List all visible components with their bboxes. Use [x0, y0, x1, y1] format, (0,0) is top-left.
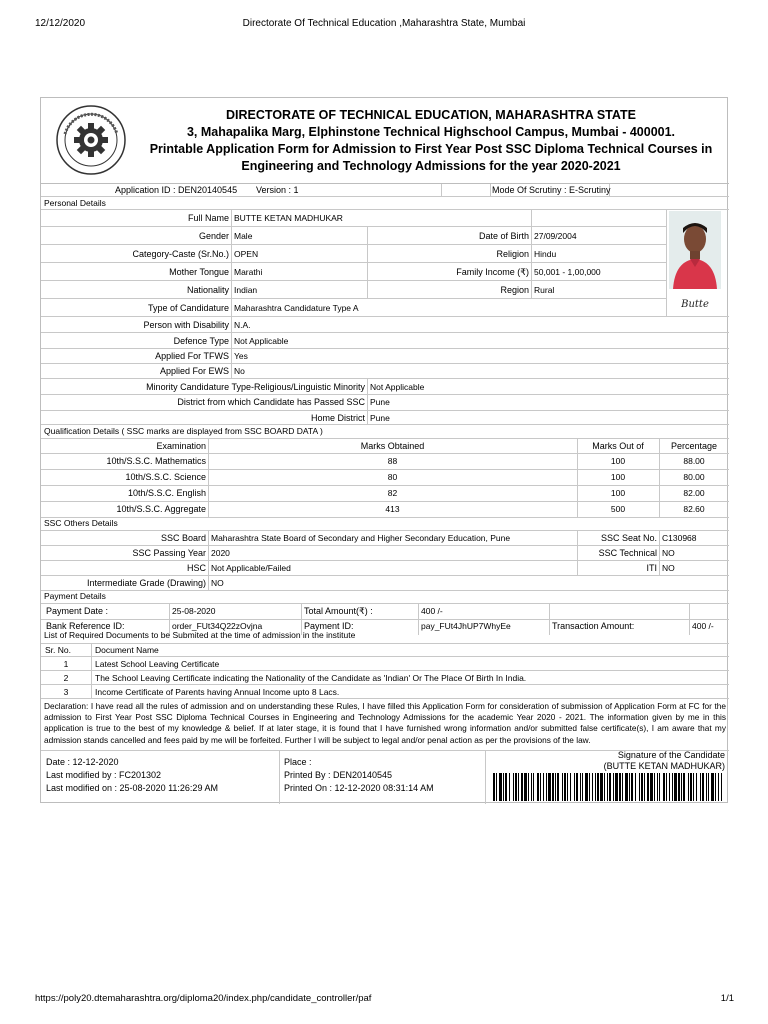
divider: [549, 603, 550, 635]
divider: [490, 184, 491, 196]
list-item: The School Leaving Certificate indicating the Nationality of the Candidate as 'Indian' Or The Place Of Birth In India.: [95, 673, 527, 683]
barcode-bar: [521, 773, 523, 801]
ews-value: No: [234, 366, 245, 376]
last-modified-by: Last modified by : FC201302: [46, 770, 162, 780]
bank-ref-label: Bank Reference ID:: [46, 621, 125, 631]
mother-tongue-value: Marathi: [234, 267, 263, 277]
list-item: Income Certificate of Parents having Annual Income upto 8 Lacs.: [95, 687, 340, 697]
divider: [279, 750, 280, 804]
religion-value: Hindu: [534, 249, 557, 259]
full-name-value: BUTTE KETAN MADHUKAR: [234, 213, 343, 223]
pwd-label: Person with Disability: [143, 320, 229, 330]
gender-value: Male: [234, 231, 253, 241]
declaration-text: Declaration: I have read all the rules of admission and on understanding these Rules, I have filled this Application Form for consideration of submission of Application Form at FC for the admission to First Year Post SSC Diploma Technical Courses in Engineering and Technology Admissions for the academic Year 2020 - 2021. The information given by me in this application is true to the best of my knowledge & belief. If at later stage, it is found that I have furnished wrong information and/or submitted false certificate(s), I am aware that my admission stands cancelled and fees paid by me will be forfeited. Further I will be subject to legal and/or penal action as per the provisions of the law.: [44, 701, 726, 745]
table-cell: 100: [610, 472, 626, 482]
divider: [41, 530, 729, 531]
print-header: [0, 0, 768, 40]
barcode-bar: [503, 773, 504, 801]
barcode-bar: [647, 773, 649, 801]
divider: [41, 485, 729, 486]
table-cell: 82.60: [683, 504, 705, 514]
qual-header-percentage: Percentage: [670, 441, 718, 451]
barcode-bar: [518, 773, 519, 801]
barcode-bar: [496, 773, 497, 801]
barcode-bar: [513, 773, 514, 801]
barcode-bar: [585, 773, 588, 801]
minority-label: Minority Candidature Type-Religious/Linguistic Minority: [146, 382, 365, 392]
religion-label: Religion: [496, 249, 529, 259]
defence-value: Not Applicable: [234, 336, 289, 346]
barcode-bar: [706, 773, 707, 801]
payment-id-value: pay_FUt4JhUP7WhyEe: [421, 621, 511, 631]
list-item: Latest School Leaving Certificate: [95, 659, 220, 669]
hsc-value: Not Applicable/Failed: [211, 563, 291, 573]
barcode-bar: [600, 773, 603, 801]
table-cell: 413: [385, 504, 400, 514]
divider: [41, 226, 666, 227]
form-title: [141, 107, 721, 175]
dob-value: 27/09/2004: [534, 231, 577, 241]
divider: [41, 378, 729, 379]
candidature-value: Maharashtra Candidature Type A: [234, 303, 359, 313]
divider: [41, 684, 729, 685]
barcode-bar: [693, 773, 694, 801]
divider: [41, 424, 729, 425]
ssc-district-label: District from which Candidate has Passed SSC: [177, 397, 365, 407]
section-qualification: Qualification Details ( SSC marks are displayed from SSC BOARD DATA ): [44, 426, 323, 436]
barcode-bar: [499, 773, 502, 801]
iti-label: ITI: [646, 563, 657, 573]
barcode-bar: [659, 773, 660, 801]
qual-header-out-of: Marks Out of: [592, 441, 644, 451]
table-row: 10th/S.S.C. Science: [125, 472, 206, 482]
divider: [41, 643, 729, 644]
barcode-bar: [721, 773, 722, 801]
divider: [231, 348, 232, 378]
barcode-bar: [548, 773, 551, 801]
ssc-technical-value: NO: [662, 548, 675, 558]
ssc-technical-label: SSC Technical: [598, 548, 657, 558]
barcode-bar: [715, 773, 716, 801]
tfws-label: Applied For TFWS: [155, 351, 229, 361]
barcode-bar: [505, 773, 507, 801]
region-value: Rural: [534, 285, 555, 295]
divider: [41, 209, 729, 210]
barcode-bar: [567, 773, 568, 801]
barcode-bar: [650, 773, 653, 801]
qual-header-examination: Examination: [156, 441, 206, 451]
list-item-number: 1: [63, 659, 69, 669]
family-income-label: Family Income (₹): [456, 267, 529, 277]
barcode-bar: [641, 773, 643, 801]
table-cell: 88.00: [683, 456, 705, 466]
barcode-bar: [613, 773, 614, 801]
ssc-passing-year-value: 2020: [211, 548, 230, 558]
mode-of-scrutiny: Mode Of Scrutiny : E-Scrutiny: [492, 185, 611, 195]
footer-date: Date : 12-12-2020: [46, 757, 119, 767]
barcode-bar: [570, 773, 571, 801]
barcode-bar: [678, 773, 680, 801]
divider: [666, 209, 667, 316]
barcode-bar: [674, 773, 677, 801]
table-cell: 88: [387, 456, 398, 466]
table-cell: 80.00: [683, 472, 705, 482]
region-label: Region: [500, 285, 529, 295]
barcode-bar: [524, 773, 527, 801]
last-modified-on: Last modified on : 25-08-2020 11:26:29 AM: [46, 783, 218, 793]
barcode-bar: [619, 773, 621, 801]
signature-label: Signature of the Candidate: [617, 750, 725, 760]
barcode-bar: [631, 773, 633, 801]
nationality-label: Nationality: [186, 285, 229, 295]
divider: [41, 410, 729, 411]
printed-by: Printed By : DEN20140545: [284, 770, 393, 780]
print-title: Directorate Of Technical Education ,Maharashtra State, Mumbai: [242, 18, 526, 29]
barcode-bar: [666, 773, 667, 801]
barcode-bar: [644, 773, 645, 801]
barcode-icon: [493, 773, 723, 801]
barcode-bar: [688, 773, 689, 801]
barcode-bar: [702, 773, 704, 801]
barcode-bar: [552, 773, 554, 801]
barcode-bar: [540, 773, 541, 801]
ssc-seat-value: C130968: [662, 533, 697, 543]
divider: [418, 603, 419, 635]
ews-label: Applied For EWS: [159, 366, 229, 376]
barcode-bar: [604, 773, 605, 801]
hsc-label: HSC: [186, 563, 206, 573]
application-form: [40, 97, 728, 803]
divider: [367, 378, 368, 424]
ssc-board-label: SSC Board: [160, 533, 206, 543]
divider: [689, 603, 690, 635]
barcode-bar: [515, 773, 517, 801]
divider: [441, 184, 442, 196]
barcode-bar: [718, 773, 719, 801]
barcode-bar: [533, 773, 534, 801]
divider: [41, 545, 729, 546]
nationality-value: Indian: [234, 285, 258, 295]
divider: [41, 262, 666, 263]
family-income-value: 50,001 - 1,00,000: [534, 267, 601, 277]
divider: [41, 394, 729, 395]
category-value: OPEN: [234, 249, 259, 259]
barcode-bar: [681, 773, 682, 801]
divider: [41, 603, 729, 604]
form-title-line4: Engineering and Technology Admissions for the year 2020-2021: [241, 159, 621, 173]
barcode-bar: [708, 773, 709, 801]
candidate-signature: Butte: [681, 299, 709, 310]
ssc-district-value: Pune: [370, 397, 390, 407]
application-id: Application ID : DEN20140545: [115, 185, 238, 195]
table-cell: 100: [610, 456, 626, 466]
barcode-bar: [683, 773, 685, 801]
drawing-grade-value: NO: [211, 578, 224, 588]
divider: [91, 643, 92, 698]
barcode-bar: [629, 773, 630, 801]
divider: [531, 209, 532, 298]
barcode-bar: [639, 773, 640, 801]
divider: [41, 196, 729, 197]
barcode-bar: [635, 773, 636, 801]
barcode-bar: [580, 773, 581, 801]
print-page-number: 1/1: [720, 993, 734, 1004]
barcode-bar: [595, 773, 596, 801]
tfws-value: Yes: [234, 351, 248, 361]
doc-header-sr: Sr. No.: [45, 645, 71, 655]
divider: [41, 517, 729, 518]
mother-tongue-label: Mother Tongue: [169, 267, 229, 277]
print-date: 12/12/2020: [35, 18, 86, 29]
payment-date-value: 25-08-2020: [172, 606, 216, 616]
candidate-photo: [669, 211, 721, 315]
candidate-name: (BUTTE KETAN MADHUKAR): [603, 761, 725, 771]
divider: [41, 575, 729, 576]
form-title-line1: DIRECTORATE OF TECHNICAL EDUCATION, MAHARASHTRA STATE: [226, 108, 636, 122]
list-item-number: 3: [63, 687, 69, 697]
divider: [41, 619, 729, 620]
ssc-passing-year-label: SSC Passing Year: [132, 548, 206, 558]
barcode-bar: [509, 773, 510, 801]
divider: [41, 363, 729, 364]
barcode-bar: [700, 773, 701, 801]
barcode-bar: [672, 773, 673, 801]
barcode-bar: [589, 773, 590, 801]
barcode-bar: [531, 773, 532, 801]
total-amount-value: 400 /-: [421, 606, 443, 616]
home-district-value: Pune: [370, 413, 390, 423]
divider: [41, 298, 666, 299]
printed-on: Printed On : 12-12-2020 08:31:14 AM: [284, 783, 434, 793]
divider: [41, 590, 729, 591]
form-title-line3: Printable Application Form for Admission to First Year Post SSC Diploma Technical Courses in: [149, 142, 713, 156]
barcode-bar: [615, 773, 618, 801]
pwd-value: N.A.: [234, 320, 251, 330]
home-district-label: Home District: [310, 413, 365, 423]
divider: [41, 670, 729, 671]
candidature-label: Type of Candidature: [147, 303, 229, 313]
barcode-bar: [582, 773, 583, 801]
barcode-bar: [592, 773, 593, 801]
barcode-bar: [657, 773, 658, 801]
divider: [41, 438, 729, 439]
divider: [41, 698, 729, 699]
form-header: [41, 98, 729, 184]
barcode-bar: [597, 773, 599, 801]
divider: [231, 209, 232, 348]
doc-header-name: Document Name: [95, 645, 159, 655]
divider: [41, 656, 729, 657]
category-label: Category-Caste (Sr.No.): [132, 249, 229, 259]
ssc-board-value: Maharashtra State Board of Secondary and Higher Secondary Education, Pune: [211, 533, 511, 543]
iti-value: NO: [662, 563, 675, 573]
table-cell: 80: [387, 472, 398, 482]
table-row: 10th/S.S.C. English: [127, 488, 206, 498]
place: Place :: [284, 757, 312, 767]
divider: [41, 280, 666, 281]
barcode-bar: [546, 773, 547, 801]
dte-emblem-icon: [55, 104, 127, 176]
barcode-bar: [537, 773, 539, 801]
table-cell: 100: [610, 488, 626, 498]
barcode-bar: [607, 773, 608, 801]
dob-label: Date of Birth: [478, 231, 529, 241]
barcode-bar: [622, 773, 623, 801]
table-cell: 82.00: [683, 488, 705, 498]
barcode-bar: [543, 773, 544, 801]
defence-label: Defence Type: [173, 336, 229, 346]
bank-ref-value: order_FUt34Q22zOvjna: [172, 621, 263, 631]
divider: [659, 530, 660, 575]
divider: [41, 332, 729, 333]
table-cell: 500: [610, 504, 626, 514]
table-cell: 82: [387, 488, 398, 498]
divider: [485, 750, 486, 804]
barcode-bar: [690, 773, 692, 801]
barcode-bar: [669, 773, 670, 801]
barcode-bar: [562, 773, 563, 801]
version: Version : 1: [256, 185, 299, 195]
barcode-bar: [576, 773, 578, 801]
section-ssc-others: SSC Others Details: [44, 518, 118, 528]
drawing-grade-label: Intermediate Grade (Drawing): [86, 578, 206, 588]
barcode-bar: [663, 773, 665, 801]
barcode-bar: [528, 773, 529, 801]
total-amount-label: Total Amount(₹) :: [304, 606, 373, 616]
full-name-label: Full Name: [187, 213, 229, 223]
table-row: 10th/S.S.C. Mathematics: [106, 456, 206, 466]
print-url: https://poly20.dtemaharashtra.org/diploma20/index.php/candidate_controller/paf: [35, 993, 372, 1004]
transaction-amount-label: Transaction Amount:: [552, 621, 635, 631]
list-item-number: 2: [63, 673, 69, 683]
barcode-bar: [564, 773, 566, 801]
divider: [41, 501, 729, 502]
gender-label: Gender: [198, 231, 229, 241]
section-personal-details: Personal Details: [44, 198, 106, 208]
divider: [41, 348, 729, 349]
ssc-seat-label: SSC Seat No.: [600, 533, 657, 543]
divider: [41, 560, 729, 561]
divider: [41, 316, 729, 317]
barcode-bar: [555, 773, 556, 801]
barcode-bar: [711, 773, 714, 801]
divider: [208, 530, 209, 590]
payment-date-label: Payment Date :: [46, 606, 109, 616]
divider: [41, 469, 729, 470]
payment-id-label: Payment ID:: [304, 621, 354, 631]
barcode-bar: [625, 773, 628, 801]
table-row: 10th/S.S.C. Aggregate: [116, 504, 206, 514]
barcode-bar: [557, 773, 559, 801]
transaction-amount-value: 400 /-: [692, 621, 714, 631]
barcode-bar: [574, 773, 575, 801]
qual-header-marks: Marks Obtained: [360, 441, 425, 451]
barcode-bar: [609, 773, 611, 801]
barcode-bar: [696, 773, 697, 801]
divider: [41, 244, 666, 245]
section-documents: List of Required Documents to be Submited at the time of admission in the institute: [44, 630, 356, 640]
minority-value: Not Applicable: [370, 382, 425, 392]
form-title-line2: 3, Mahapalika Marg, Elphinstone Technical Highschool Campus, Mumbai - 400001.: [186, 125, 676, 139]
divider: [41, 453, 729, 454]
barcode-bar: [493, 773, 495, 801]
section-payment: Payment Details: [44, 591, 106, 601]
barcode-bar: [654, 773, 655, 801]
